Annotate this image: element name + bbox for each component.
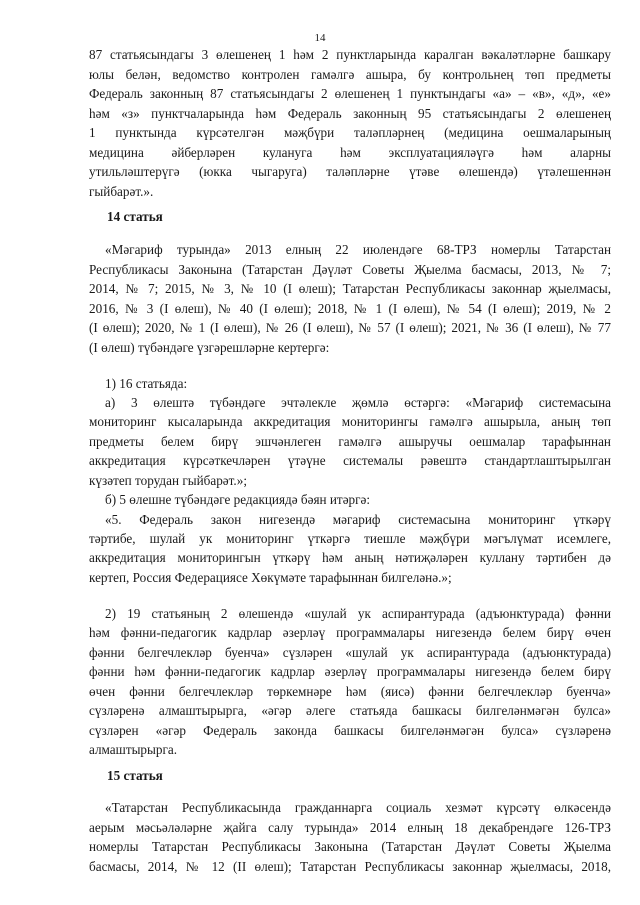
- text-line: һәм «з» пунктчаларында һәм Федераль законның 95 статьясындагы 2 өлешенең: [89, 106, 611, 121]
- text-line: Федераль законның 87 статьясындагы 2 өлешенең 1 пунктындагы «а» – «в», «д», «е»: [89, 86, 611, 101]
- text-line: тәртибе, шулай ук мониторинг үткәргә тиешле мәҗбүри мәгълүмат исемлеге,: [89, 531, 611, 546]
- text-line: һәм фәнни-педагогик кадрлар әзерләү программалары нигезендә белем бирү өчен: [89, 625, 611, 640]
- text-line: «5. Федераль закон нигезендә мәгариф системасына мониторинг үткәрү: [105, 512, 611, 527]
- text-line: б) 5 өлешне түбәндәге редакциядә бәян итәргә:: [105, 492, 371, 507]
- text-line: 87 статьясындагы 3 өлешенең 1 һәм 2 пунктларында каралган вәкаләтләрне башкару: [89, 47, 611, 62]
- text-line: фәнни һәм фәнни-педагогик кадрлар әзерләү программалары нигезендә белем бирү: [89, 664, 611, 679]
- text-line: (I өлеш); 2020, № 1 (I өлеш), № 26 (I өлеш), № 57 (I өлеш); 2021, № 36 (I өлеш), № 77: [89, 320, 611, 335]
- text-line: а) 3 өлештә түбәндәге эчтәлекле җөмлә өстәргә: «Мәгариф системасына: [105, 395, 611, 410]
- text-line: 2) 19 статьяның 2 өлешендә «шулай ук аспирантурада (адъюнктурада) фәнни: [105, 606, 611, 621]
- text-line: Республикасы Законына (Татарстан Дәүләт Советы Җыелма басмасы, 2013, № 7;: [89, 262, 611, 277]
- text-line: күзәтеп торудан гыйбарәт.»;: [89, 473, 247, 488]
- text-line: утильләштерүгә (юкка чыгаруга) таләпләрне үтәве өлешендә) үтәлешеннән: [89, 164, 611, 179]
- page-number: 14: [314, 32, 326, 44]
- text-line: өчен фәнни белгечлекләр төркемнәре һәм (яисә) фәнни белгечлекләр буенча»: [89, 684, 611, 699]
- text-line: аккредитация күрсәткечләрен үтәүне системалы рәвештә стандартлаштырылган: [89, 453, 611, 468]
- text-line: 2016, № 3 (I өлеш), № 40 (I өлеш); 2018, № 1 (I өлеш), № 54 (I өлеш); 2019, № 2: [89, 301, 611, 316]
- text-line: номерлы Татарстан Республикасы Законына (Татарстан Дәүләт Советы Җыелма: [89, 839, 611, 854]
- text-line: гыйбарәт.».: [89, 184, 154, 199]
- text-line: «Татарстан Республикасында гражданнарга социаль хезмәт күрсәтү өлкәсендә: [105, 800, 611, 815]
- text-line: сүзләрен «әгәр Федераль законда башкасы билгеләнмәгән булса» сүзләренә: [89, 723, 611, 738]
- text-line: кертеп, Россия Федерациясе Хөкүмәте тарафыннан билгеләнә.»;: [89, 570, 452, 585]
- text-line: предметы белем бирү эшчәнлеген гамәлгә ашыручы оешмалар тарафыннан: [89, 434, 611, 449]
- text-line: 1 пунктында күрсәтелгән мәҗбүри таләпләрнең (медицина оешмаларының: [89, 125, 611, 140]
- text-line: аккредитация мониторингын үткәрү һәм аның нәтиҗәләрен куллану тәртибен дә: [89, 550, 611, 565]
- text-line: фәнни белгечлекләр буенча» сүзләрен «шулай ук аспирантурада (адъюнктурада): [89, 645, 611, 660]
- text-line: сүзләренә алмаштырырга, «әгәр әлеге статьяда башкасы билгеләнмәгән булса»: [89, 703, 611, 718]
- section-heading: 14 статья: [107, 209, 163, 224]
- text-line: юлы белән, ведомство контролен гамәлгә ашыра, бу контрольнең төп предметы: [89, 67, 611, 82]
- section-heading: 15 статья: [107, 768, 163, 783]
- text-line: басмасы, 2014, № 12 (II өлеш); Татарстан Республикасы законнар җыелмасы, 2018,: [89, 859, 611, 874]
- text-line: медицина әйберләрен кулануга һәм эксплуатацияләүгә һәм аларны: [89, 145, 611, 160]
- text-line: (I өлеш) түбәндәге үзгәрешләрне кертергә:: [89, 340, 330, 355]
- text-line: «Мәгариф турында» 2013 елның 22 июлендәге 68-ТРЗ номерлы Татарстан: [105, 242, 611, 257]
- text-line: аерым мәсьәләләрне җайга салу турында» 2014 елның 18 декабрендәге 126-ТРЗ: [89, 820, 611, 835]
- text-line: мониторинг кысаларында аккредитация мониторингы гамәлгә ашырыла, аның төп: [89, 414, 611, 429]
- text-line: 1) 16 статьяда:: [105, 376, 188, 391]
- text-line: 2014, № 7; 2015, № 3, № 10 (I өлеш); Татарстан Республикасы законнар җыелмасы,: [89, 281, 611, 296]
- text-line: алмаштырырга.: [89, 742, 178, 757]
